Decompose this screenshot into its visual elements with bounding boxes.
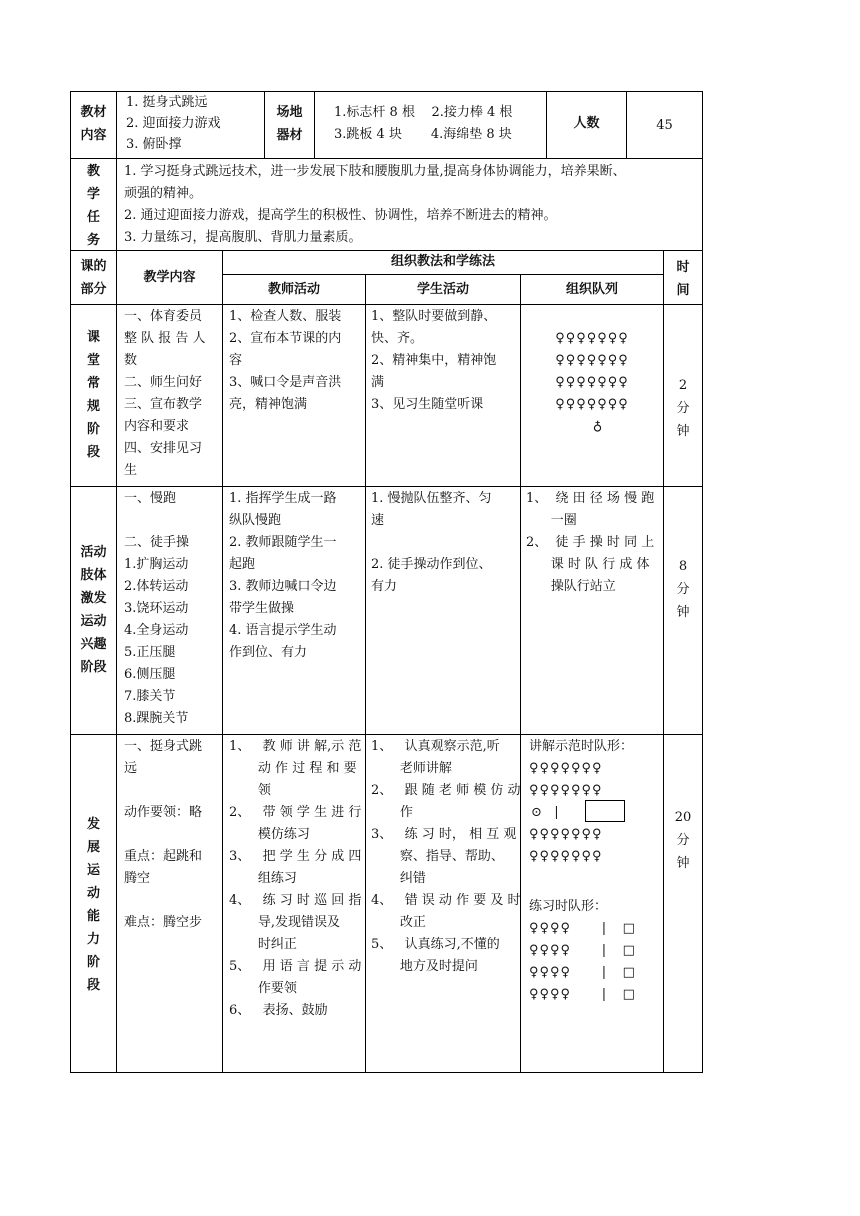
task-line: 3. 力量练习，提高腹肌、背肌力量素质。 bbox=[124, 230, 362, 245]
text-line: 1、 绕 田 径 场 慢 跑 bbox=[526, 491, 655, 506]
text-line: 内容和要求 bbox=[124, 419, 190, 434]
text-line bbox=[124, 510, 222, 532]
text-line: 地方及时提问 bbox=[371, 959, 478, 974]
text-line: 作要领 bbox=[229, 981, 297, 996]
text-line: 快、齐。 bbox=[371, 331, 424, 346]
col-teacher: 教师活动 bbox=[267, 282, 320, 297]
text-line: 5、 用 语 言 提 示 动 bbox=[229, 959, 362, 974]
text-line: 4、 错 误 动 作 要 及 时 bbox=[371, 893, 521, 908]
text-line: 1、检查人数、服装 bbox=[229, 309, 342, 324]
teacher-marker-icon: ♁ bbox=[592, 419, 604, 434]
content-label: 教材 内容 bbox=[80, 105, 107, 143]
formation-row: ♀♀♀♀♀♀♀ bbox=[529, 827, 603, 842]
text-line: 2、精神集中，精神饱 bbox=[371, 353, 497, 368]
text-line: 2. 教师跟随学生一 bbox=[229, 535, 337, 550]
text-line: 领 bbox=[229, 783, 271, 798]
row2-content bbox=[124, 488, 222, 730]
text-line: 起跑 bbox=[229, 557, 256, 572]
text-line: 4、 练 习 时 巡 回 指 bbox=[229, 893, 362, 908]
formation-row: ♀♀♀♀♀♀♀ bbox=[529, 783, 603, 798]
text-line: 一圈 bbox=[526, 513, 577, 528]
row1-teacher bbox=[229, 306, 365, 416]
practice-row: ♀♀♀♀ | □ bbox=[529, 921, 636, 936]
text-line bbox=[124, 890, 222, 912]
text-line: 3. 教师边喊口令边 bbox=[229, 579, 337, 594]
text-line: 1、 教 师 讲 解,示 范 bbox=[229, 739, 362, 754]
text-line: 导,发现错误及 bbox=[229, 915, 341, 930]
text-line: 整 队 报 告 人 bbox=[124, 331, 206, 346]
text-line: 容 bbox=[229, 353, 243, 368]
task-line: 顽强的精神。 bbox=[124, 186, 203, 201]
row3-time: 20 分 钟 bbox=[674, 810, 692, 871]
row3-teacher bbox=[229, 736, 365, 1022]
teacher-position-icon: ⊙ | bbox=[531, 805, 559, 820]
row3-formation bbox=[529, 736, 663, 1006]
row3-student bbox=[371, 736, 520, 978]
text-line: 7.膝关节 bbox=[124, 689, 176, 704]
row2-formation bbox=[526, 488, 663, 598]
text-line: 2、 跟 随 老 师 模 仿 动 bbox=[371, 783, 521, 798]
text-line: 1.扩胸运动 bbox=[124, 557, 189, 572]
text-line: 作 bbox=[371, 805, 413, 820]
venue-label: 场地 器材 bbox=[276, 105, 303, 143]
text-line: 1. 慢抛队伍整齐、匀 bbox=[371, 491, 492, 506]
text-line: 2.体转运动 bbox=[124, 579, 189, 594]
text-line: 动 作 过 程 和 要 bbox=[229, 761, 357, 776]
formation-row: ♀♀♀♀♀♀♀ bbox=[555, 375, 629, 390]
text-line: 3、喊口令是声音洪 bbox=[229, 375, 342, 390]
text-line: 三、宣布教学 bbox=[124, 397, 203, 412]
practice-title: 练习时队形： bbox=[529, 899, 608, 914]
spacer bbox=[529, 868, 663, 890]
springboard-box-icon bbox=[585, 800, 625, 822]
text-line: 二、徒手操 bbox=[124, 535, 190, 550]
row2-student bbox=[371, 488, 520, 598]
text-line: 二、师生问好 bbox=[124, 375, 203, 390]
content-item: 2. 迎面接力游戏 bbox=[126, 116, 221, 131]
text-line: 3.饶环运动 bbox=[124, 601, 189, 616]
text-line: 2、 徒 手 操 时 同 上 bbox=[526, 535, 655, 550]
task-line: 2. 通过迎面接力游戏，提高学生的积极性、协调性，培养不断进去的精神。 bbox=[124, 208, 557, 223]
text-line: 2. 徒手操动作到位、 bbox=[371, 557, 492, 572]
tasks-text bbox=[124, 161, 701, 249]
text-line: 速 bbox=[371, 513, 385, 528]
text-line: 时纠正 bbox=[229, 937, 297, 952]
venue-item: 1.标志杆 8 根 2.接力棒 4 根 bbox=[334, 105, 513, 120]
formation-row: ♀♀♀♀♀♀♀ bbox=[555, 397, 629, 412]
row3-content bbox=[124, 736, 222, 934]
count-value: 45 bbox=[656, 118, 673, 133]
formation-title: 讲解示范时队形： bbox=[529, 739, 634, 754]
text-line bbox=[124, 780, 222, 802]
text-line: 有力 bbox=[371, 579, 398, 594]
text-line: 察、指导、帮助、 bbox=[371, 849, 504, 864]
text-line: 纵队慢跑 bbox=[229, 513, 282, 528]
text-line: 5.正压腿 bbox=[124, 645, 176, 660]
text-line: 2、 带 领 学 生 进 行 bbox=[229, 805, 362, 820]
text-line: 1、 认真观察示范,听 bbox=[371, 739, 500, 754]
text-line: 模仿练习 bbox=[229, 827, 310, 842]
text-line: 亮，精神饱满 bbox=[229, 397, 308, 412]
row2-teacher bbox=[229, 488, 365, 664]
text-line: 4. 语言提示学生动 bbox=[229, 623, 337, 638]
row1-time: 2 分 钟 bbox=[676, 378, 690, 439]
text-line: 一、挺身式跳 bbox=[124, 739, 203, 754]
col-formation: 组织队列 bbox=[565, 282, 618, 297]
count-label: 人数 bbox=[573, 116, 600, 131]
text-line: 3、 练 习 时， 相 互 观 bbox=[371, 827, 517, 842]
content-item: 1. 挺身式跳远 bbox=[126, 95, 208, 110]
venue-item: 3.跳板 4 块 4.海绵垫 8 块 bbox=[334, 127, 512, 142]
col-time: 时 间 bbox=[676, 260, 690, 298]
text-line: 8.踝腕关节 bbox=[124, 711, 189, 726]
text-line: 远 bbox=[124, 761, 138, 776]
text-line: 改正 bbox=[371, 915, 426, 930]
text-line: 6、 表扬、鼓励 bbox=[229, 1003, 328, 1018]
formation-row: ♀♀♀♀♀♀♀ bbox=[555, 331, 629, 346]
text-line: 一、体育委员 bbox=[124, 309, 203, 324]
row2-part: 活动 肢体 激发 运动 兴趣 阶段 bbox=[80, 545, 107, 675]
text-line: 数 bbox=[124, 353, 138, 368]
col-part: 课的 部分 bbox=[80, 259, 107, 297]
text-line: 腾空 bbox=[124, 871, 151, 886]
row2-time: 8 分 钟 bbox=[676, 559, 690, 620]
text-line: 作到位、有力 bbox=[229, 645, 308, 660]
formation-row: ♀♀♀♀♀♀♀ bbox=[529, 761, 603, 776]
row1-formation bbox=[521, 328, 663, 438]
formation-row: ♀♀♀♀♀♀♀ bbox=[555, 353, 629, 368]
tasks-label: 教 学 任 务 bbox=[86, 164, 100, 248]
text-line: 2、宣布本节课的内 bbox=[229, 331, 342, 346]
col-student: 学生活动 bbox=[416, 282, 469, 297]
venue-items bbox=[334, 102, 546, 146]
practice-row: ♀♀♀♀ | □ bbox=[529, 943, 636, 958]
text-line: 3、见习生随堂听课 bbox=[371, 397, 484, 412]
text-line: 重点：起跳和 bbox=[124, 849, 203, 864]
text-line: 3、 把 学 生 分 成 四 bbox=[229, 849, 362, 864]
row1-content bbox=[124, 306, 222, 482]
text-line: 操队行站立 bbox=[526, 579, 616, 594]
text-line bbox=[371, 532, 520, 554]
practice-row: ♀♀♀♀ | □ bbox=[529, 987, 636, 1002]
content-items bbox=[126, 92, 264, 155]
col-content: 教学内容 bbox=[143, 270, 196, 285]
text-line: 满 bbox=[371, 375, 385, 390]
text-line: 6.侧压腿 bbox=[124, 667, 176, 682]
text-line: 四、安排见习 bbox=[124, 441, 203, 456]
text-line: 难点：腾空步 bbox=[124, 915, 203, 930]
row3-part: 发 展 运 动 能 力 阶 段 bbox=[86, 817, 100, 993]
text-line: 5、 认真练习,不懂的 bbox=[371, 937, 500, 952]
text-line: 组练习 bbox=[229, 871, 297, 886]
text-line: 动作要领：略 bbox=[124, 805, 203, 820]
text-line: 1. 指挥学生成一路 bbox=[229, 491, 337, 506]
formation-row: ♀♀♀♀♀♀♀ bbox=[529, 849, 603, 864]
text-line: 4.全身运动 bbox=[124, 623, 189, 638]
practice-row: ♀♀♀♀ | □ bbox=[529, 965, 636, 980]
content-item: 3. 俯卧撑 bbox=[126, 137, 182, 152]
text-line: 纠错 bbox=[371, 871, 426, 886]
text-line: 1、整队时要做到静、 bbox=[371, 309, 497, 324]
text-line: 一、慢跑 bbox=[124, 491, 177, 506]
task-line: 1. 学习挺身式跳远技术，进一步发展下肢和腰腹肌力量,提高身体协调能力，培养果断、 bbox=[124, 164, 626, 179]
col-group: 组织教法和学练法 bbox=[390, 254, 495, 269]
row1-part: 课 堂 常 规 阶 段 bbox=[86, 330, 100, 460]
text-line: 老师讲解 bbox=[371, 761, 452, 776]
row1-student bbox=[371, 306, 520, 416]
text-line bbox=[124, 824, 222, 846]
text-line: 生 bbox=[124, 463, 138, 478]
text-line: 课 时 队 行 成 体 bbox=[526, 557, 650, 572]
text-line: 带学生做操 bbox=[229, 601, 295, 616]
